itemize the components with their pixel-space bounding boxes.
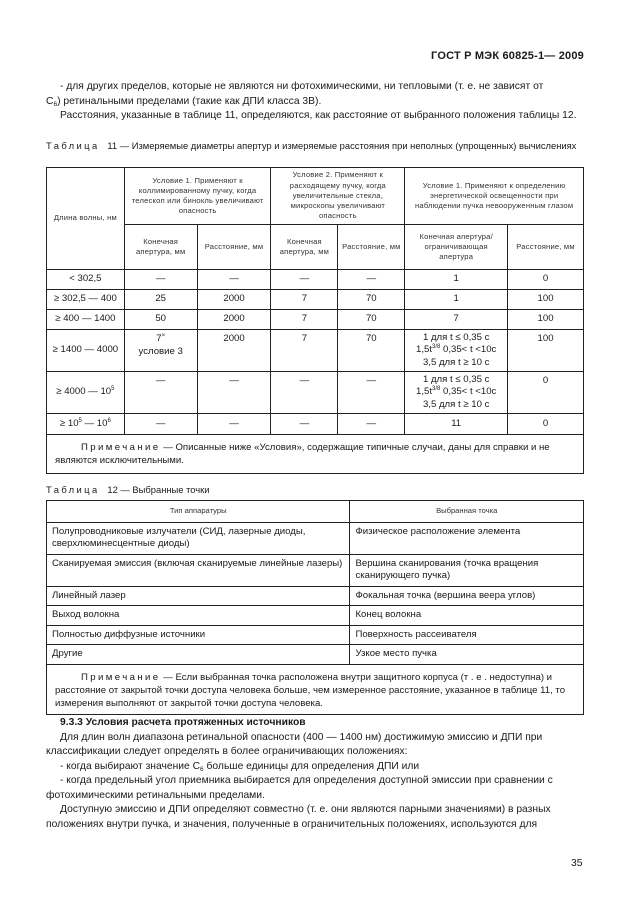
table-row: ≥ $10^5$ — $10^6$ — — — — 11 0: [47, 414, 584, 435]
table-row: < 302,5 — — — — 1 0: [47, 270, 584, 290]
table-row: Выход волокна Конец волокна: [47, 606, 584, 626]
header-equipment-type: Тип аппаратуры: [47, 501, 350, 523]
table11-note: Примечание — Описанные ниже «Условия», содержащие типичные случаи, даны для справки и не являются исключительными.: [47, 435, 584, 474]
section-paragraph-1: Для длин волн диапазона ретинальной опасности (400 — 1400 нм) достижимую эмиссию и ДПИ при классификации следует определять в более ограничивающих положениях:: [46, 731, 543, 757]
table-12: [46, 500, 584, 715]
table-row: ≥ 302,5 — 400 25 2000 7 70 1 100: [47, 290, 584, 310]
table11-header-row: [47, 168, 584, 225]
intro-paragraph-2: Расстояния, указанные в таблице 11, определяются, как расстояние от выбранного положения таблицы 12.: [60, 110, 577, 121]
table12-header-row: [47, 501, 584, 523]
table-row: Полностью диффузные источники Поверхность рассеивателя: [47, 625, 584, 645]
intro-line-2: $C_6$) ретинальными пределами (такие как ДПИ класса 3B).: [46, 95, 322, 108]
document-header: ГОСТ Р МЭК 60825-1— 2009: [431, 50, 584, 62]
section-bullet-2: - когда предельный угол приемника выбирается для определения доступной эмиссии при сравнении с фотохимическими ретинальными пределами.: [46, 775, 553, 801]
table12-note: Примечание — Если выбранная точка расположена внутри защитного корпуса (т . е . недоступна) и расстояние от закрытой точки доступа человека больше, чем измеренное расстояние, указанное в таблице 11, то измерения выполняют от закрытой точки доступа человека.: [47, 664, 584, 714]
intro-line-1: - для других пределов, которые не являются ни фотохимическими, ни тепловыми (т. е. не зависят от: [60, 81, 544, 92]
section-9-3-3: [46, 716, 584, 832]
table-row: ≥ 1400 — 4000 7× условие 3 2000 7 70 1 для t ≤ 0,35 с $1,5t^{3/8}$ 0,35< t <10с 3,5 для t ≥ 10 с 100: [47, 330, 584, 372]
table11-subheader-row: Конечная апертура, мм Расстояние, мм Конечная апертура, мм Расстояние, мм Конечная апертура/ ограничивающая апертура Расстояние, мм: [47, 225, 584, 270]
section-paragraph-2: Доступную эмиссию и ДПИ определяют совместно (т. е. они являются парными значениями) в разных положениях внутри пучка, и значения, полученные в ограничительных положениях, используются для: [46, 804, 551, 830]
table11-note-row: [47, 435, 584, 474]
intro-text: [46, 80, 584, 124]
table-row: ≥ 400 — 1400 50 2000 7 70 7 100: [47, 310, 584, 330]
table-row: Сканируемая эмиссия (включая сканируемые линейные лазеры) Вершина сканирования (точка вращения сканирующего пучка): [47, 554, 584, 586]
section-title: 9.3.3 Условия расчета протяженных источников: [60, 717, 306, 728]
header-wavelength: Длина волны, нм: [47, 168, 125, 270]
table12-note-row: [47, 664, 584, 714]
header-condition-3: Условие 1. Применяют к определению энергетической освещенности при наблюдении пучка невооруженным глазом: [405, 168, 584, 225]
table-row: ≥ 4000 — $10^5$ — — — — 1 для t ≤ 0,35 с $1,5t^{3/8}$ 0,35< t <10с 3,5 для t ≥ 10 с 0: [47, 372, 584, 414]
section-bullet-1: - когда выбирают значение $C_6$ больше единицы для определения ДПИ или: [60, 760, 420, 773]
header-condition-1: Условие 1. Применяют к коллимированному пучку, когда телескоп или бинокль увеличивают опасность: [124, 168, 271, 225]
page-number: 35: [571, 858, 583, 869]
table-row: Полупроводниковые излучатели (СИД, лазерные диоды, сверхлюминесцентные диоды) Физическое расположение элемента: [47, 522, 584, 554]
header-selected-point: Выбранная точка: [350, 501, 584, 523]
table-11: [46, 167, 584, 474]
table-row: Другие Узкое место пучка: [47, 645, 584, 665]
table12-caption: Таблица 12 — Выбранные точки: [46, 484, 210, 495]
table11-caption: Таблица 11 — Измеряемые диаметры апертур и измеряемые расстояния при неполных (упрощенных) вычислениях: [46, 140, 577, 151]
header-condition-2: Условие 2. Применяют к расходящему пучку, когда увеличительные стекла, микроскопы увеличивают опасность: [271, 168, 405, 225]
table-row: Линейный лазер Фокальная точка (вершина веера углов): [47, 586, 584, 606]
